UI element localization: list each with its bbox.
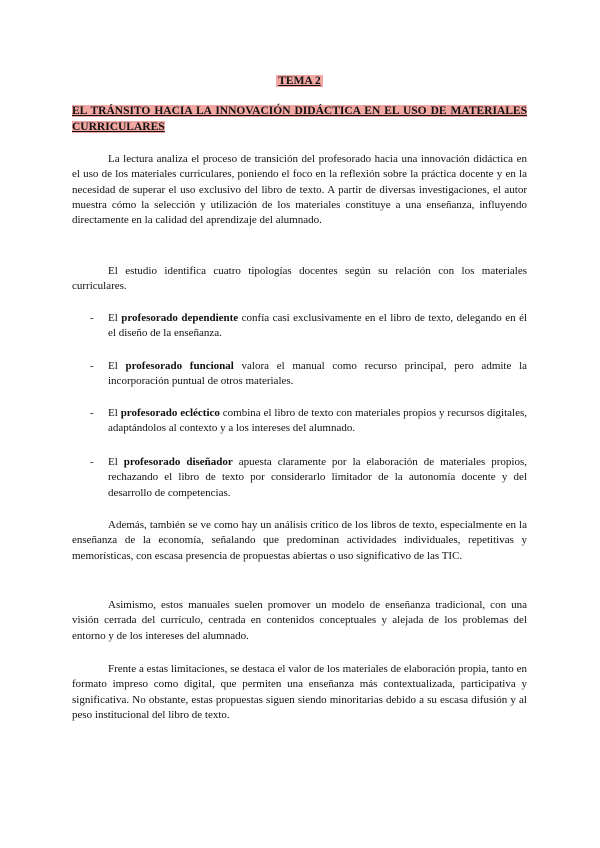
paragraph-own-materials: Frente a estas limitaciones, se destaca el valor de los materiales de elaboración propia, tanto en formato impreso como digital, que permiten una enseñanza más contextualizada, participativa y significativa. No obstante, estas propuestas siguen siendo minoritarias debido a su escasa difusión y al peso institucional del libro de texto.: [72, 663, 527, 721]
topic-label: TEMA 2: [278, 75, 321, 87]
list-item-text: El profesorado dependiente confía casi exclusivamente en el libro de texto, delegando en él el diseño de la enseñanza.: [108, 312, 528, 340]
list-item-text: El profesorado funcional valora el manual como recurso principal, pero admite la incorporación puntual de otros materiales.: [108, 360, 528, 388]
list-dash: -: [90, 456, 94, 468]
typology-term: profesorado dependiente: [121, 312, 239, 324]
typology-term: profesorado funcional: [125, 360, 234, 372]
typology-term: profesorado ecléctico: [120, 407, 220, 419]
list-item: [72, 359, 527, 390]
paragraph-textbook-analysis: Además, también se ve como hay un análisis crítico de los libros de texto, especialmente en la enseñanza de la economía, señalando que predominan actividades individuales, repetitivas y memorísticas, con escasa presencia de propuestas abiertas o uso significativo de las TIC.: [72, 519, 527, 562]
list-item: [72, 406, 527, 437]
list-dash: -: [90, 407, 94, 419]
list-item: [72, 455, 527, 501]
list-dash: -: [90, 360, 94, 372]
list-item-text: El profesorado diseñador apuesta claramente por la elaboración de materiales propios, rechazando el libro de texto por considerarlo limitador de la autonomía docente y del desarrollo de competencias.: [108, 456, 528, 499]
title-text: EL TRÁNSITO HACIA LA INNOVACIÓN DIDÁCTICA EN EL USO DE MATERIALES CURRICULARES: [72, 105, 527, 133]
paragraph-traditional-model: Asimismo, estos manuales suelen promover un modelo de enseñanza tradicional, con una visión cerrada del currículo, centrada en contenidos conceptuales y alejada de los problemas del entorno y de los intereses del alumnado.: [72, 599, 527, 642]
typology-term: profesorado diseñador: [123, 456, 233, 468]
document-title: [72, 103, 527, 135]
list-dash: -: [90, 312, 94, 324]
paragraph-intro: La lectura analiza el proceso de transición del profesorado hacia una innovación didáctica en el uso de los materiales curriculares, poniendo el foco en la reflexión sobre la práctica docente y en la necesidad de superar el uso exclusivo del libro de texto. A partir de diversas investigaciones, el autor muestra cómo la selección y utilización de los materiales constituye a una enseñanza, influyendo directamente en la calidad del aprendizaje del alumnado.: [72, 153, 527, 227]
paragraph-typologies: El estudio identifica cuatro tipologías docentes según su relación con los materiales curriculares.: [72, 265, 527, 293]
list-item: [72, 311, 527, 342]
list-item-text: El profesorado ecléctico combina el libro de texto con materiales propios y recursos digitales, adaptándolos al contexto y a los intereses del alumnado.: [108, 407, 527, 435]
topic-heading: [72, 71, 527, 89]
